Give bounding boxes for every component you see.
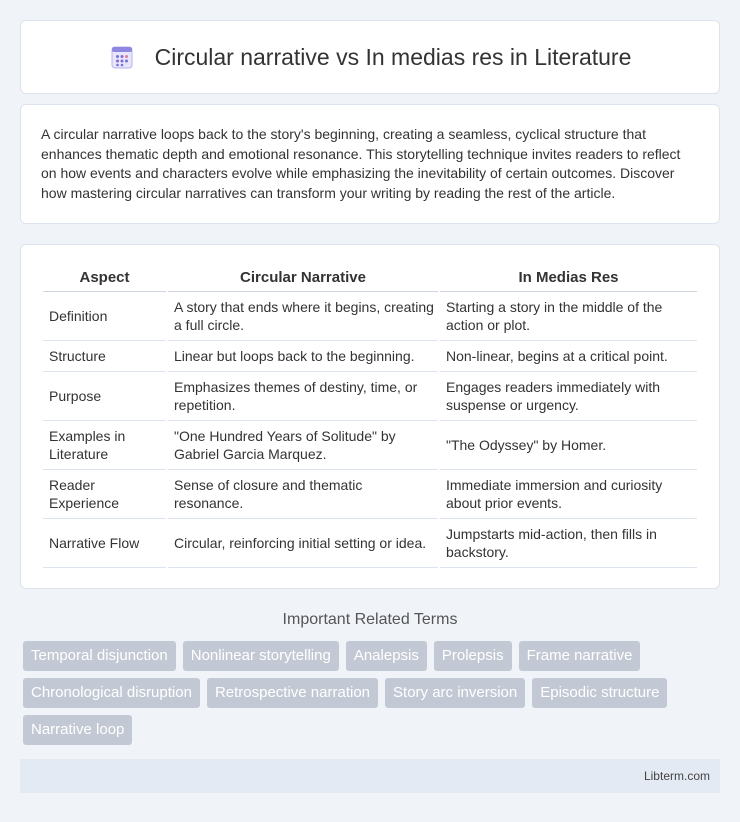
intro-text: A circular narrative loops back to the story's beginning, creating a seamless, cyclical structure that enhances thematic depth and emotional resonance. This storytelling technique invites readers to reflect on how events and characters evolve while emphasizing the inevitability of certain outcomes. Discover how mastering circular narratives can transform your writing by reading the rest of the article.: [41, 126, 681, 201]
table-cell-aspect: Definition: [43, 292, 166, 341]
header-aspect: Aspect: [43, 265, 166, 292]
related-term-tag[interactable]: Chronological disruption: [23, 678, 200, 708]
related-term-tag[interactable]: Temporal disjunction: [23, 641, 176, 671]
table-cell-medias-res: Engages readers immediately with suspense or urgency.: [440, 372, 697, 421]
table-cell-aspect: Reader Experience: [43, 470, 166, 519]
header-circular-narrative: Circular Narrative: [168, 265, 438, 292]
table-cell-aspect: Examples in Literature: [43, 421, 166, 470]
related-term-tag[interactable]: Narrative loop: [23, 715, 132, 745]
related-term-tag[interactable]: Episodic structure: [532, 678, 667, 708]
table-cell-aspect: Narrative Flow: [43, 519, 166, 568]
table-cell-circular: Sense of closure and thematic resonance.: [168, 470, 438, 519]
related-term-tag[interactable]: Story arc inversion: [385, 678, 525, 708]
table-row: [43, 421, 697, 470]
intro-card: [20, 104, 720, 224]
header-in-medias-res: In Medias Res: [440, 265, 697, 292]
related-term-tag[interactable]: Analepsis: [346, 641, 427, 671]
table-cell-medias-res: "The Odyssey" by Homer.: [440, 421, 697, 470]
header-card: [20, 20, 720, 94]
related-term-tag[interactable]: Prolepsis: [434, 641, 512, 671]
table-cell-medias-res: Immediate immersion and curiosity about prior events.: [440, 470, 697, 519]
table-cell-aspect: Purpose: [43, 372, 166, 421]
table-cell-medias-res: Starting a story in the middle of the action or plot.: [440, 292, 697, 341]
table-cell-circular: Circular, reinforcing initial setting or idea.: [168, 519, 438, 568]
table-cell-medias-res: Non-linear, begins at a critical point.: [440, 341, 697, 372]
related-term-tag[interactable]: Nonlinear storytelling: [183, 641, 339, 671]
table-cell-circular: A story that ends where it begins, creating a full circle.: [168, 292, 438, 341]
table-header-row: [43, 265, 697, 292]
page-title: Circular narrative vs In medias res in Literature: [154, 43, 632, 70]
table-cell-aspect: Structure: [43, 341, 166, 372]
related-terms-list: [20, 641, 720, 745]
related-terms-title: Important Related Terms: [282, 611, 458, 628]
table-row: [43, 519, 697, 568]
table-row: [43, 372, 697, 421]
related-term-tag[interactable]: Retrospective narration: [207, 678, 378, 708]
table-row: [43, 292, 697, 341]
table-cell-circular: Emphasizes themes of destiny, time, or repetition.: [168, 372, 438, 421]
table-row: [43, 341, 697, 372]
table-cell-medias-res: Jumpstarts mid-action, then fills in backstory.: [440, 519, 697, 568]
document-grid-icon: [109, 44, 135, 70]
table-cell-circular: "One Hundred Years of Solitude" by Gabriel Garcia Marquez.: [168, 421, 438, 470]
comparison-table-card: [20, 244, 720, 589]
related-term-tag[interactable]: Frame narrative: [519, 641, 641, 671]
comparison-table: [41, 265, 699, 568]
table-cell-circular: Linear but loops back to the beginning.: [168, 341, 438, 372]
table-row: [43, 470, 697, 519]
footer-site-link[interactable]: Libterm.com: [643, 769, 710, 783]
footer: [20, 759, 720, 793]
